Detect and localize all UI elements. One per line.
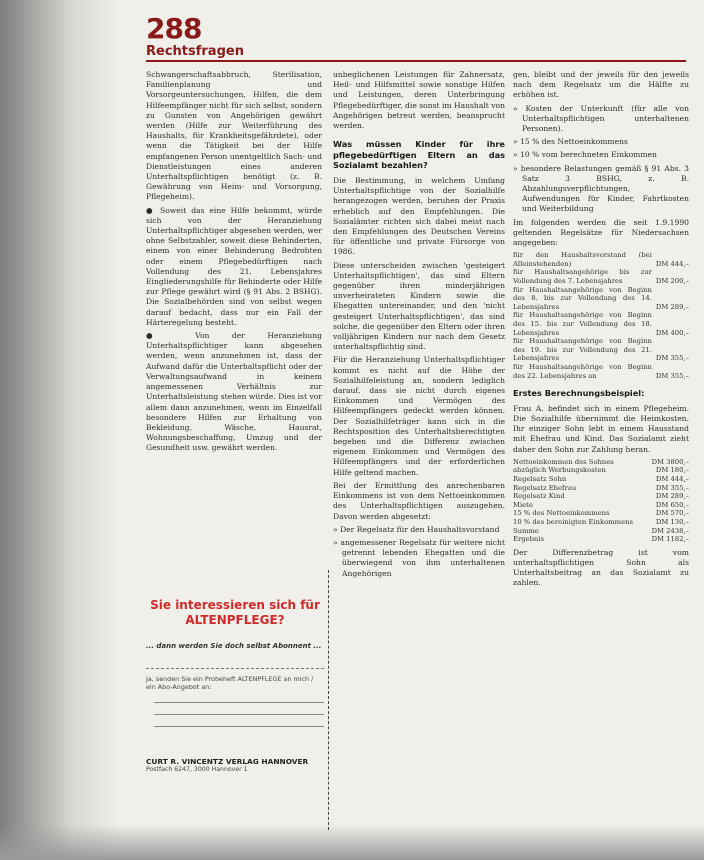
- list-item: » Kosten der Unterkunft (für alle von Unterhaltspflichtigen unterhaltenen Personen).: [513, 103, 689, 134]
- table-row: [513, 286, 689, 312]
- list-item: » angemessener Regelsatz für weitere nicht getrennt lebenden Ehegatten und die überwiegend von ihm unterhaltenen Angehörigen: [333, 537, 505, 578]
- cut-line: [146, 668, 324, 669]
- list-item: » Der Regelsatz für den Haushaltsvorstand: [333, 524, 500, 534]
- calc-label: 15 % des Nettoeinkommens: [513, 509, 610, 518]
- calc-label: 10 % des bereinigten Einkommens: [513, 517, 633, 526]
- rate-value: DM 200,–: [655, 277, 689, 286]
- paragraph: Bei der Ermittlung des anrechenbaren Einkommens ist von dem Nettoeinkommen des Unterhaltspflichtigen auszugehen. Davon werden abgesetzt:: [333, 480, 505, 521]
- calc-value: DM 2438,–: [651, 526, 689, 535]
- calc-value: DM 3800,–: [651, 457, 689, 466]
- subscription-ad: [146, 590, 324, 790]
- calc-label: Regelsatz Kind: [513, 492, 565, 501]
- table-row: [513, 484, 689, 493]
- calc-label: abzüglich Werbungskosten: [513, 466, 606, 475]
- calc-value: DM 355,–: [655, 483, 689, 492]
- list-item-text: Kosten der Unterkunft (für alle von Unterhaltspflichtigen unterhaltenen Personen).: [522, 103, 689, 134]
- calc-label: Nettoeinkommen des Sohnes: [513, 457, 614, 466]
- rate-value: DM 355,–: [655, 371, 689, 380]
- table-row: [513, 518, 689, 527]
- calc-label: Summe: [513, 526, 539, 535]
- coupon-field[interactable]: [154, 725, 324, 727]
- paragraph: unbeglichenen Leistungen für Zahnersatz, Heil- und Hilfsmittel sowie sonstige Hilfen und Leistungen, deren Unterbringung Pflegebedürftiger, die sonst im Haushalt von Angehörigen betreut werden, beansprucht werden.: [333, 70, 505, 131]
- rate-value: DM 444,–: [655, 259, 689, 268]
- example-heading: Erstes Berechnungsbeispiel:: [513, 388, 645, 399]
- table-row: [513, 527, 689, 536]
- table-row: [513, 492, 689, 501]
- list-item-text: Der Regelsatz für den Haushaltsvorstand: [340, 524, 500, 534]
- calc-label: Ergebnis: [513, 535, 544, 544]
- rate-label: für Haushaltsangehörige bis zur Vollendung des 7. Lebensjahres: [513, 268, 652, 286]
- paragraph: gen, bleibt und der jeweils für den jeweils nach dem Regelsatz um die Hälfte zu erhöhen ist.: [513, 70, 689, 100]
- coupon-text: Ja, senden Sie ein Probeheft ALTENPFLEGE an mich / ein Abo-Angebot an:: [146, 675, 314, 691]
- calculation-table: [513, 458, 689, 544]
- publisher-address: Postfach 6247, 3000 Hannover 1: [146, 766, 248, 773]
- coupon-field[interactable]: [154, 713, 324, 715]
- table-row: [513, 363, 689, 380]
- calc-value: DM 130,–: [655, 517, 689, 526]
- coupon-cut-line: [328, 570, 330, 830]
- rate-label: für Haushaltsangehörige von Beginn des 15. bis zur Vollendung des 18. Lebensjahres: [513, 311, 652, 337]
- list-item-text: 15 % des Nettoeinkommens: [520, 137, 628, 147]
- table-row: [513, 311, 689, 337]
- coupon-field[interactable]: [154, 701, 324, 703]
- page-bottom-shadow: [0, 824, 704, 860]
- paragraph: ● Soweit das eine Hilfe bekommt, würde sich von der Heranziehung Unterhaltspflichtiger abgesehen werden, wer ohne Selbstzahler, soweit diese Behinderten, einem von einer Behinderung Bedrohten oder einem Pflegebedürftigen nach Vollendung des 21. Lebensjahres Eingliederungshilfe für Behinderte oder Hilfe zur Pflege gewährt wird (§ 91 Abs. 2 BSHG). Die Sozialbehörden sind von selbst wegen darauf bedacht, dass nur ein Fall der Härteregelung besteht.: [146, 205, 322, 327]
- question-heading: Was müssen Kinder für ihre pflegebedürftigen Eltern an das Sozialamt bezahlen?: [333, 139, 505, 171]
- list-item-text: besondere Belastungen gemäß § 91 Abs. 3 Satz 3 BSHG, z. B. Abzahlungsverpflichtungen, Aufwendungen für Kinder, Fahrtkosten und Weiterbildung: [520, 163, 689, 214]
- rate-label: für Haushaltsangehörige von Beginn des 22. Lebensjahres an: [513, 362, 652, 380]
- calc-label: Miete: [513, 500, 533, 509]
- table-row: [513, 475, 689, 484]
- table-row: [513, 268, 689, 285]
- header-rule: [146, 60, 686, 62]
- rate-label: für Haushaltsangehörige von Beginn des 8. bis zur Vollendung des 14. Lebensjahres: [513, 285, 652, 311]
- calc-value: DM 1182,–: [651, 535, 689, 544]
- paragraph: ● Von der Heranziehung Unterhaltspflichtiger kann abgesehen werden, wenn anzunehmen ist, dass der Aufwand dafür die Unterhaltspflicht oder der Verwaltungsaufwand in keinem angemessenen Verhältnis zur Unterhaltsleistung stehen würde. Dies ist vor allem dann anzunehmen, wenn im Einzelfall besondere Hilfen zur Erhaltung von Bekleidung, Wäsche, Hausrat, Wohnungsbeschaffung, Umzug und der Gesundheit usw. gewährt werden.: [146, 331, 322, 453]
- publisher-name: CURT R. VINCENTZ VERLAG HANNOVER: [146, 757, 309, 766]
- rate-label: für den Haushaltsvorstand (bei Alleinstehenden): [513, 251, 652, 268]
- paragraph: Schwangerschaftsabbruch, Sterilisation, Familienplanung und Vorsorgeuntersuchungen, Hilfen, die dem Hilfeempfänger nicht für sich selbst, sondern zu Gunsten von Angehörigen gewährt werden (Hilfe zur Weiterführung des Haushalts, für Krankheitsgefährdete), oder wenn die Tätigkeit bei der Hilfe empfangenen Person unentgeltlich Sach- und Dienstleistungen eines anderen Unterhaltspflichtigen benötigt (z. B. Gewährung von Heim- und Vorsorgung, Pflegeheim).: [146, 70, 322, 202]
- table-row: [513, 337, 689, 363]
- calc-label: Regelsatz Sohn: [513, 474, 567, 483]
- table-row: [513, 458, 689, 467]
- paragraph: Für die Heranziehung Unterhaltspflichtiger kommt es nicht auf die Höhe der Sozialhilfeleistung an, sondern lediglich darauf, dass sie nicht durch eigenes Einkommen und Vermögen des Hilfeempfängers gedeckt werden können. Der Sozialhilfeträger kann sich in die Rechtsposition des Unterhaltsberechtigten begeben und die Differenz zwischen eigenem Einkommen und Vermögen des Hilfeempfängers und der erforderlichen Hilfe geltend machen.: [333, 355, 505, 477]
- paragraph: Die Bestimmung, in welchem Umfang Unterhaltspflichtige von der Sozialhilfe herangezogen werden, beruhen der Praxis erheblich auf den Empfehlungen. Die Sozialämter richten sich dabei meist nach den Empfehlungen des Deutschen Vereins für öffentliche und private Fürsorge von 1986.: [333, 176, 505, 257]
- table-row: [513, 535, 689, 544]
- rate-value: DM 400,–: [655, 328, 689, 337]
- calc-value: DM 444,–: [655, 474, 689, 483]
- list-item-text: angemessener Regelsatz für weitere nicht getrennt lebenden Ehegatten und die überwiegend von ihm unterhaltenen Angehörigen: [340, 537, 505, 578]
- table-row: [513, 501, 689, 510]
- paragraph: Frau A. befindet sich in einem Pflegeheim. Die Sozialhilfe übernimmt die Heimkosten. Ihr einziger Sohn lebt in einem Hausstand mit Ehefrau und Kind. Das Sozialamt zieht daher den Sohn zur Zahlung heran.: [513, 403, 689, 454]
- page-edge-shadow: [0, 0, 120, 860]
- calc-value: DM 289,–: [655, 492, 689, 501]
- calc-value: DM 570,–: [655, 509, 689, 518]
- list-item: » 10 % vom berechneten Einkommen: [513, 150, 657, 160]
- rate-label: für Haushaltsangehörige von Beginn des 19. bis zur Vollendung des 21. Lebensjahres: [513, 337, 652, 363]
- calc-value: DM 180,–: [655, 466, 689, 475]
- column-right: [513, 70, 689, 592]
- rate-value: DM 355,–: [655, 354, 689, 363]
- table-row: [513, 466, 689, 475]
- table-row: [513, 251, 689, 268]
- paragraph: Der Differenzbetrag ist vom unterhaltspflichtigen Sohn als Unterhaltsbeitrag an das Sozialamt zu zahlen.: [513, 547, 689, 588]
- rates-table: [513, 251, 689, 380]
- list-item: » besondere Belastungen gemäß § 91 Abs. 3 Satz 3 BSHG, z. B. Abzahlungsverpflichtungen, Aufwendungen für Kinder, Fahrtkosten und Weiterbildung: [513, 163, 689, 214]
- paragraph: Im folgenden werden die seit 1.9.1990 geltenden Regelsätze für Niedersachsen angegeben:: [513, 217, 689, 248]
- table-row: [513, 509, 689, 518]
- column-middle: [333, 70, 505, 582]
- calc-label: Regelsatz Ehefrau: [513, 483, 577, 492]
- list-item-text: 10 % vom berechneten Einkommen: [520, 150, 657, 160]
- ad-headline: Sie interessieren sich für ALTENPFLEGE?: [150, 598, 320, 627]
- page-number: 288: [146, 12, 202, 45]
- ad-subline: ... dann werden Sie doch selbst Abonnent ...: [146, 642, 322, 650]
- list-item: » 15 % des Nettoeinkommens: [513, 137, 628, 147]
- section-title: Rechtsfragen: [146, 44, 244, 59]
- calc-value: DM 650,–: [655, 500, 689, 509]
- column-left: [146, 70, 322, 457]
- rate-value: DM 289,–: [655, 302, 689, 311]
- paragraph: Diese unterscheiden zwischen 'gesteigert Unterhaltspflichtigen', das sind Eltern gegenüber ihren minderjährigen unverheirateten Kindern sowie die Ehegatten untereinander, und den 'nicht gesteigert Unterhaltspflichtigen', das sind solche, die gegenüber den Eltern oder ihren volljährigen Kindern nur nach dem Gesetz unterhaltspflichtig sind.: [333, 260, 505, 352]
